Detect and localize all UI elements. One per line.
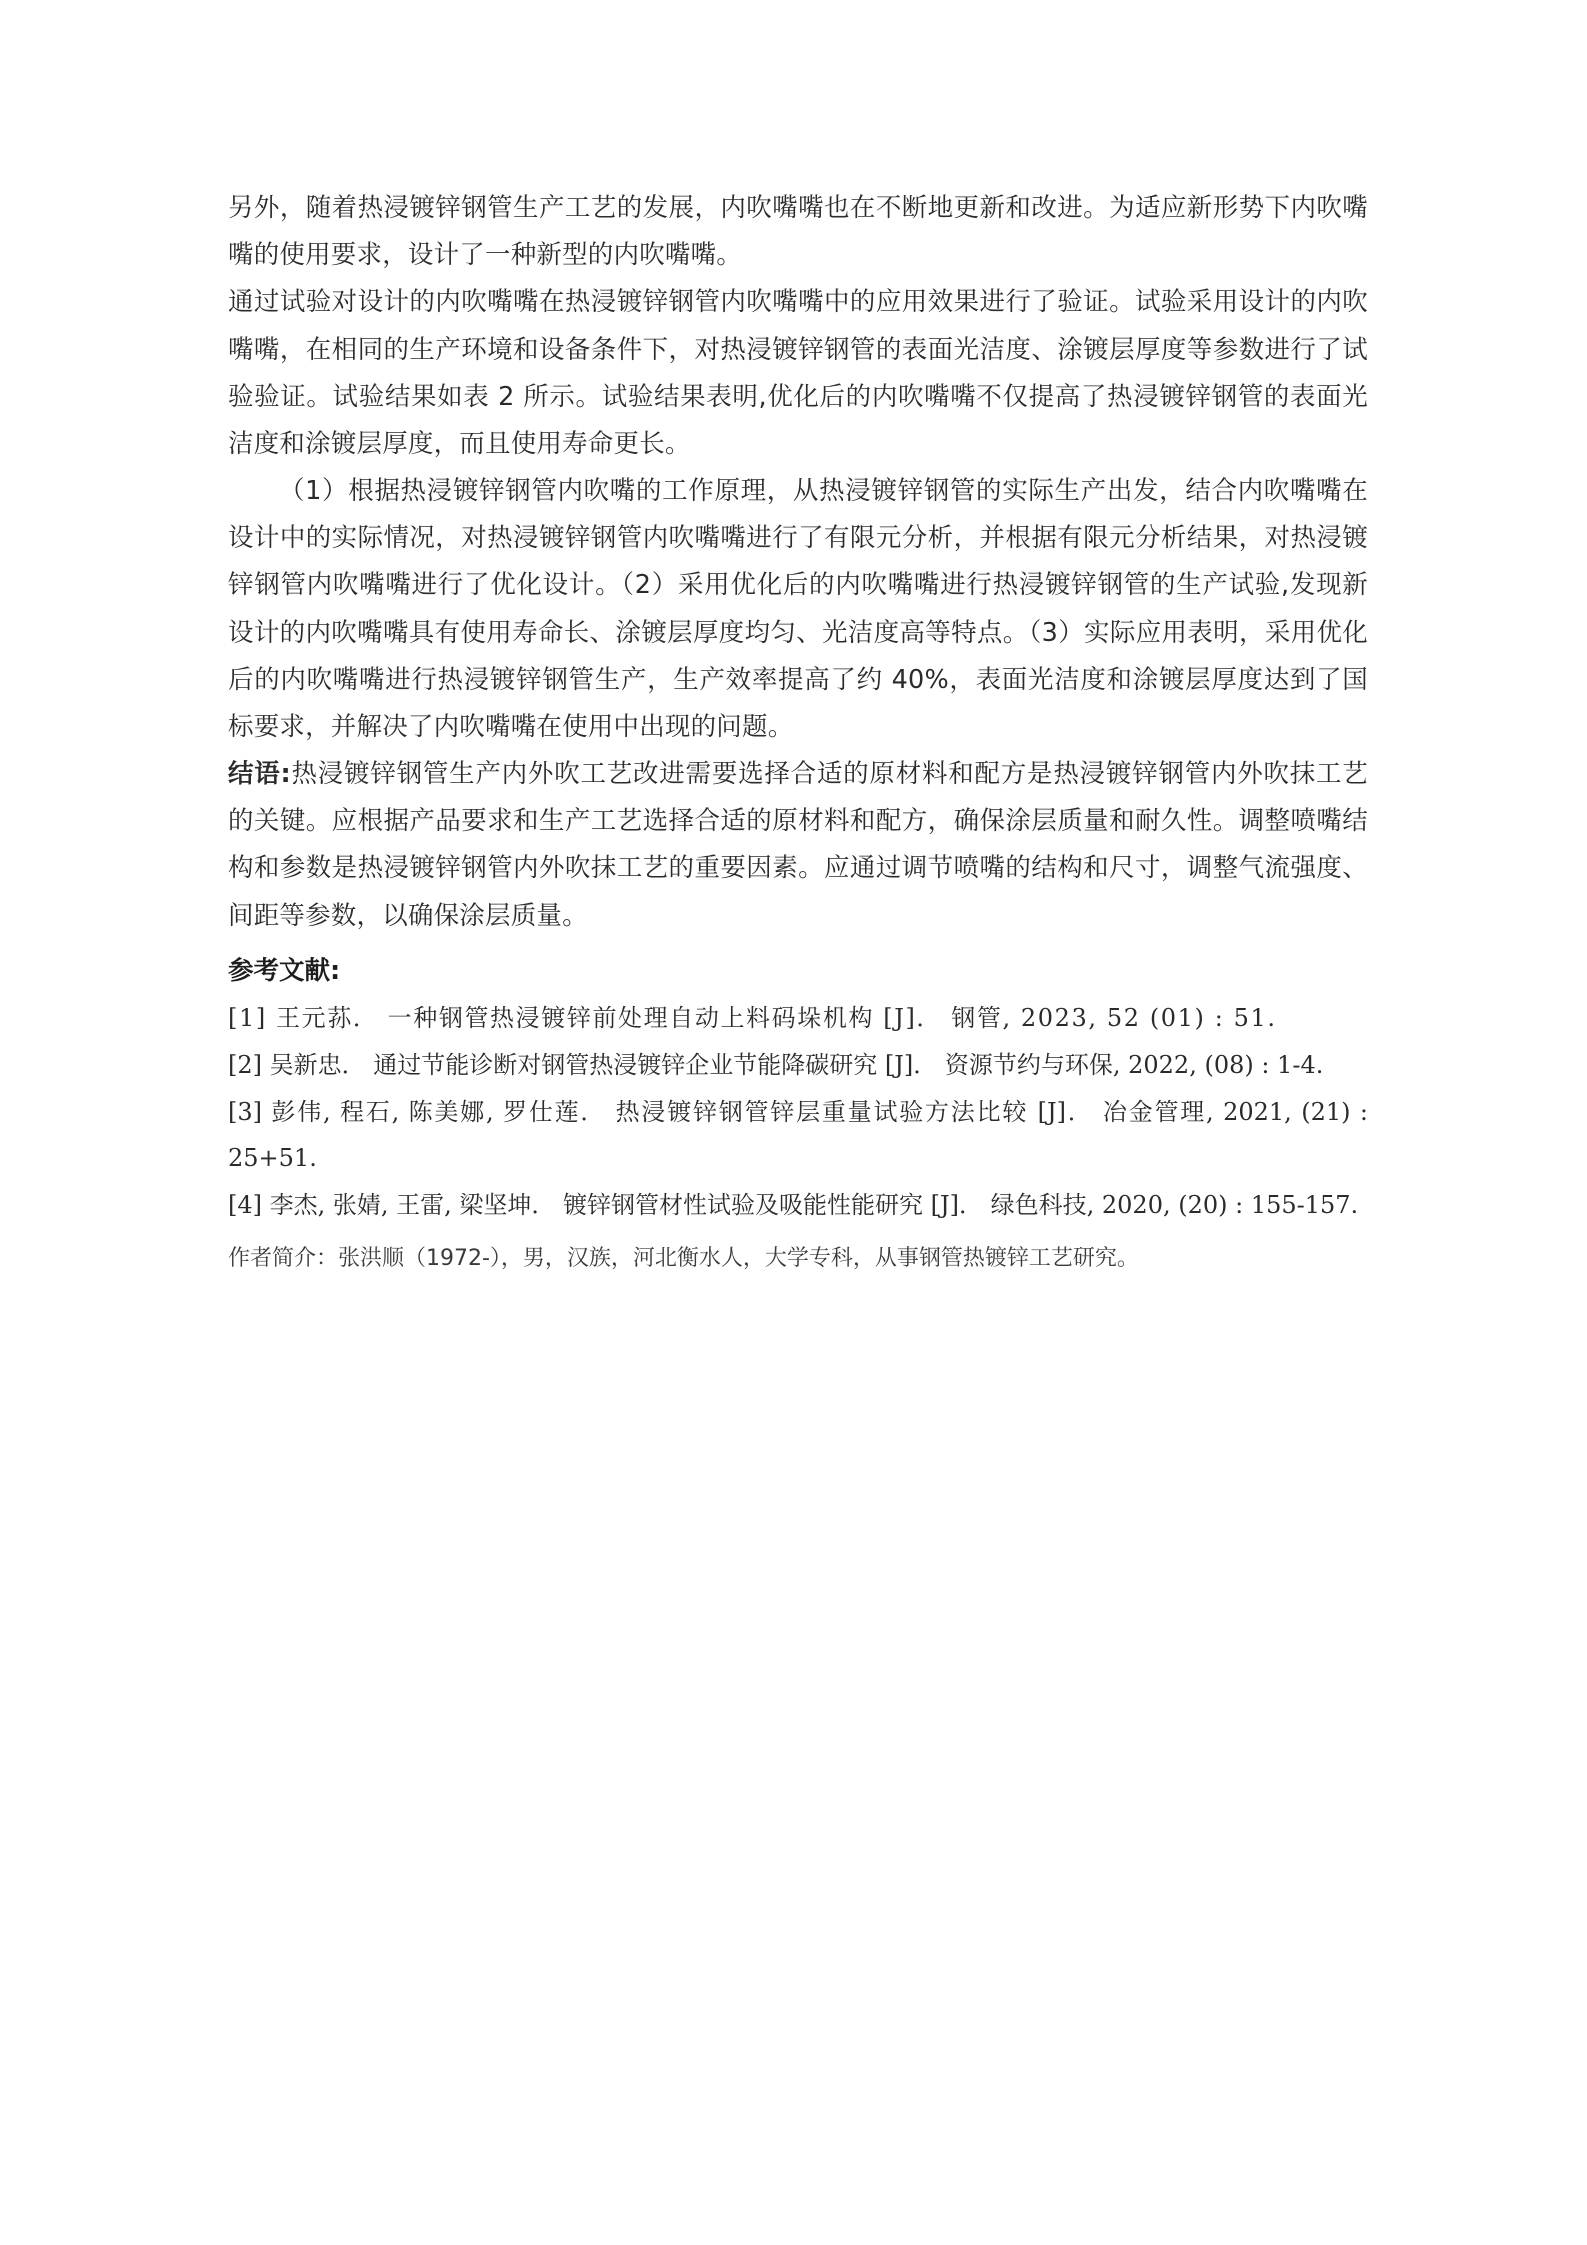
paragraph-intro: 另外，随着热浸镀锌钢管生产工艺的发展，内吹嘴嘴也在不断地更新和改进。为适应新形势下内吹嘴嘴的使用要求，设计了一种新型的内吹嘴嘴。 bbox=[228, 193, 1368, 271]
page-content bbox=[228, 185, 1368, 1281]
paragraph-conclusion bbox=[228, 751, 1368, 940]
conclusion-label: 结语: bbox=[228, 759, 291, 790]
reference-item: [4] 李杰, 张婧, 王雷, 梁坚坤． 镀锌钢管材性试验及吸能性能研究 [J]． 绿色科技, 2020, (20) : 155-157. bbox=[228, 1191, 1359, 1220]
author-bio: 作者简介：张洪顺（1972-），男，汉族，河北衡水人，大学专科，从事钢管热镀锌工艺研究。 bbox=[228, 1245, 1139, 1271]
conclusion-text: 热浸镀锌钢管生产内外吹工艺改进需要选择合适的原材料和配方是热浸镀锌钢管内外吹抹工艺的关键。应根据产品要求和生产工艺选择合适的原材料和配方，确保涂层质量和耐久性。调整喷嘴结构和参数是热浸镀锌钢管内外吹抹工艺的重要因素。应通过调节喷嘴的结构和尺寸，调整气流强度、间距等参数，以确保涂层质量。 bbox=[228, 759, 1368, 931]
references-heading: 参考文献: bbox=[228, 955, 341, 986]
reference-item: [1] 王元荪． 一种钢管热浸镀锌前处理自动上料码垛机构 [J]． 钢管, 2023, 52 (01) : 51. bbox=[228, 1003, 1277, 1032]
reference-item: [2] 吴新忠． 通过节能诊断对钢管热浸镀锌企业节能降碳研究 [J]． 资源节约与环保, 2022, (08) : 1-4. bbox=[228, 1050, 1324, 1079]
paragraph-experiment: 通过试验对设计的内吹嘴嘴在热浸镀锌钢管内吹嘴嘴中的应用效果进行了验证。试验采用设计的内吹嘴嘴，在相同的生产环境和设备条件下，对热浸镀锌钢管的表面光洁度、涂镀层厚度等参数进行了试验验证。试验结果如表 2 所示。试验结果表明,优化后的内吹嘴嘴不仅提高了热浸镀锌钢管的表面光洁度和涂镀层厚度，而且使用寿命更长。 bbox=[228, 287, 1368, 459]
reference-item: [3] 彭伟, 程石, 陈美娜, 罗仕莲． 热浸镀锌钢管锌层重量试验方法比较 [J]． 冶金管理, 2021, (21) : 25+51. bbox=[228, 1097, 1368, 1173]
paragraph-conclusions-list: （1）根据热浸镀锌钢管内吹嘴的工作原理，从热浸镀锌钢管的实际生产出发，结合内吹嘴嘴在设计中的实际情况，对热浸镀锌钢管内吹嘴嘴进行了有限元分析，并根据有限元分析结果，对热浸镀锌钢管内吹嘴嘴进行了优化设计。（2）采用优化后的内吹嘴嘴进行热浸镀锌钢管的生产试验,发现新设计的内吹嘴嘴具有使用寿命长、涂镀层厚度均匀、光洁度高等特点。（3）实际应用表明，采用优化后的内吹嘴嘴进行热浸镀锌钢管生产，生产效率提高了约 40%，表面光洁度和涂镀层厚度达到了国标要求，并解决了内吹嘴嘴在使用中出现的问题。 bbox=[228, 476, 1368, 742]
